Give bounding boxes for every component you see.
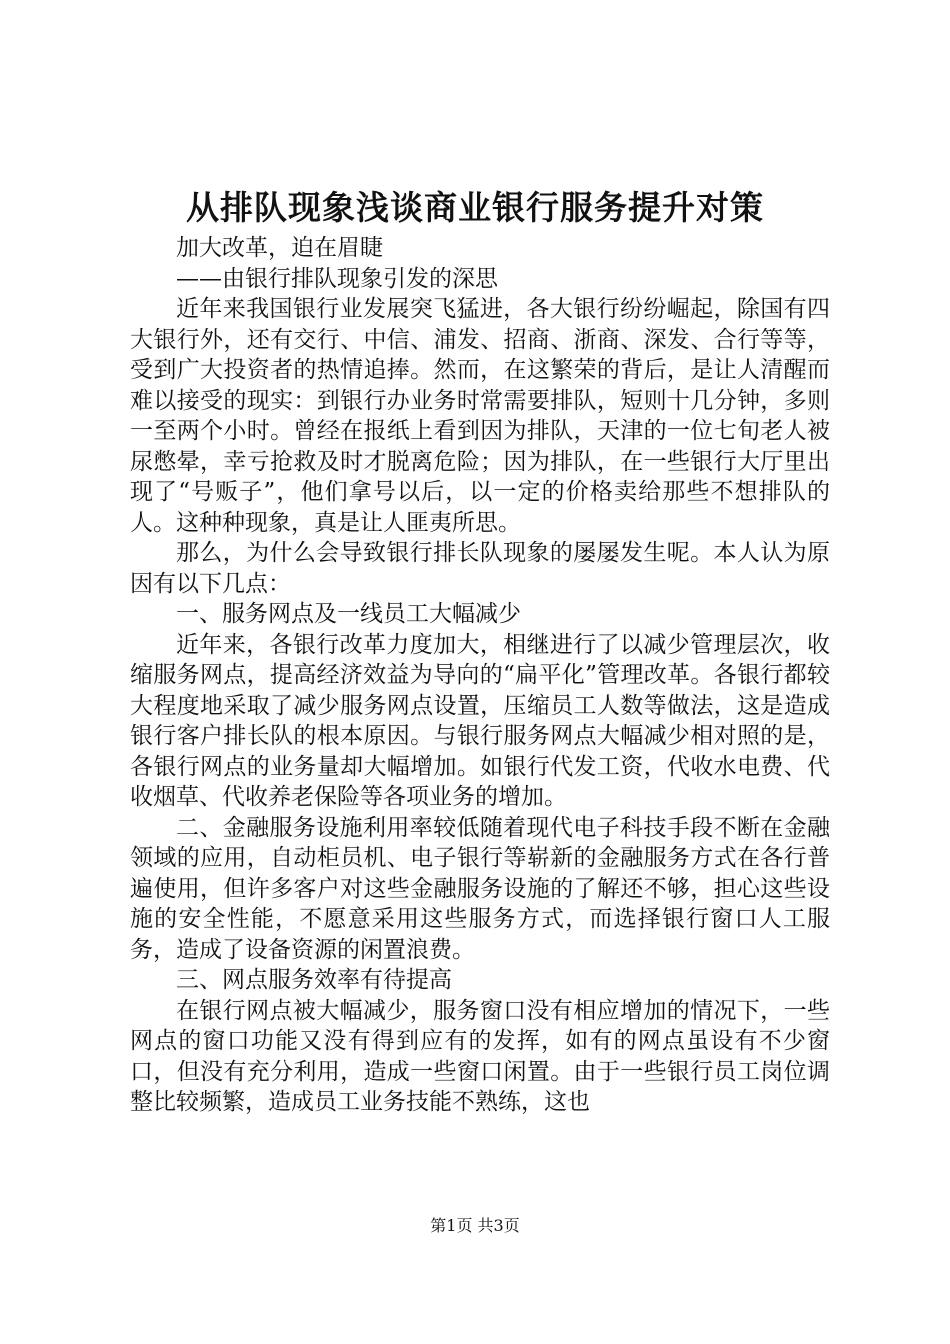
paragraph-question: 那么，为什么会导致银行排长队现象的屡屡发生呢。本人认为原因有以下几点： — [130, 540, 830, 597]
paragraph-intro: 近年来我国银行业发展突飞猛进，各大银行纷纷崛起，除国有四大银行外，还有交行、中信、浦发、招商、浙商、深发、合行等等，受到广大投资者的热情追捧。然而，在这繁荣的背后，是让人清醒而难以接受的现实：到银行办业务时常需要排队，短则十几分钟，多则一至两个小时。曾经在报纸上看到因为排队，天津的一位七旬老人被尿憋晕，幸亏抢救及时才脱离危险；因为排队，在一些银行大厅里出现了“号贩子”，他们拿号以后，以一定的价格卖给那些不想排队的人。这种种现象，真是让人匪夷所思。 — [130, 296, 830, 536]
paragraph-section-1: 近年来，各银行改革力度加大，相继进行了以减少管理层次，收缩服务网点，提高经济效益为导向的“扁平化”管理改革。各银行都较大程度地采取了减少服务网点设置，压缩员工人数等做法，这是造成银行客户排长队的根本原因。与银行服务网点大幅减少相对照的是，各银行网点的业务量却大幅增加。如银行代发工资，代收水电费、代收烟草、代收养老保险等各项业务的增加。 — [130, 631, 830, 810]
subtitle-line-1: 加大改革，迫在眉睫 — [176, 235, 383, 261]
section-heading-3: 三、网点服务效率有待提高 — [176, 967, 452, 993]
document-body — [130, 233, 830, 1118]
document-title: 从排队现象浅谈商业银行服务提升对策 — [186, 188, 764, 227]
paragraph-section-3: 在银行网点被大幅减少，服务窗口没有相应增加的情况下，一些网点的窗口功能又没有得到应有的发挥，如有的网点虽设有不少窗口，但没有充分利用，造成一些窗口闲置。由于一些银行员工岗位调整比较频繁，造成员工业务技能不熟练，这也 — [130, 997, 830, 1115]
paragraph-section-2: 二、金融服务设施利用率较低随着现代电子科技手段不断在金融领域的应用，自动柜员机、电子银行等崭新的金融服务方式在各行普遍使用，但许多客户对这些金融服务设施的了解还不够，担心这些设施的安全性能，不愿意采用这些服务方式，而选择银行窗口人工服务，造成了设备资源的闲置浪费。 — [130, 814, 830, 963]
section-heading-1: 一、服务网点及一线员工大幅减少 — [176, 601, 521, 627]
subtitle-line-2: ——由银行排队现象引发的深思 — [176, 265, 498, 292]
page-number-footer: 第1页 共3页 — [430, 1216, 520, 1235]
